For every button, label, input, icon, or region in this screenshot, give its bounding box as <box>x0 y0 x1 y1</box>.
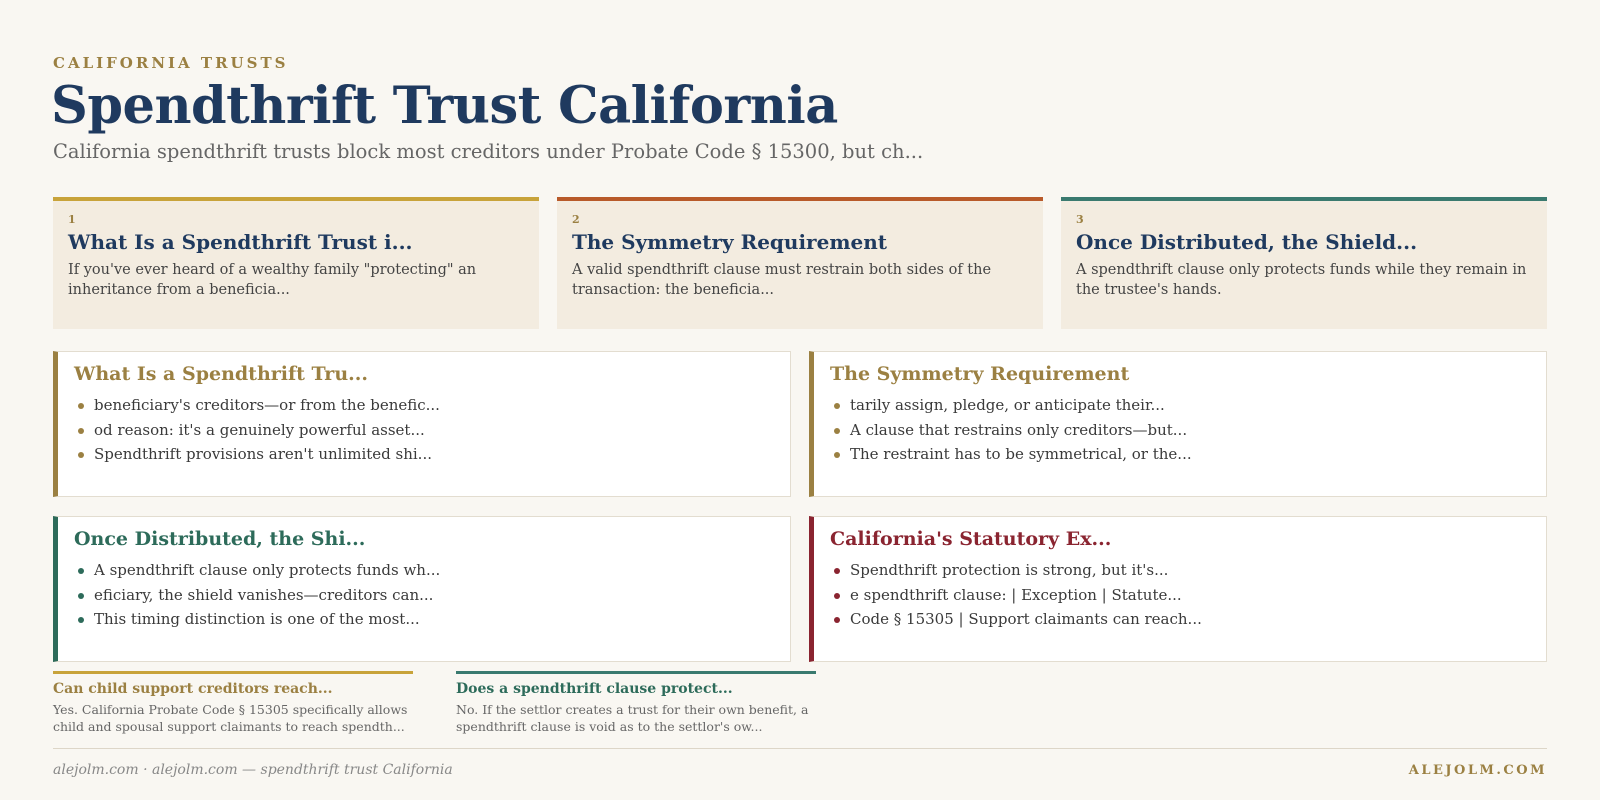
footer-brand: ALEJOLM.COM <box>1408 763 1547 778</box>
bullet-list <box>74 393 774 467</box>
detail-title: What Is a Spendthrift Tru... <box>74 363 368 385</box>
faq-item-child-support <box>53 671 413 735</box>
detail-box-symmetry <box>809 351 1547 497</box>
list-item: tarily assign, pledge, or anticipate their... <box>830 393 1530 418</box>
faq-answer: Yes. California Probate Code § 15305 specifically allows child and spousal support claimants to reach spendth... <box>53 702 408 734</box>
list-item: A clause that restrains only creditors—but... <box>830 418 1530 443</box>
step-card-1 <box>53 197 539 329</box>
faq-item-self-settled <box>456 671 816 735</box>
step-number: 1 <box>68 213 76 226</box>
footer-credit: alejolm.com · alejolm.com — spendthrift trust California <box>53 762 453 778</box>
step-number: 2 <box>572 213 580 226</box>
step-title: The Symmetry Requirement <box>572 230 887 254</box>
bullet-list <box>830 393 1530 467</box>
step-card-2 <box>557 197 1043 329</box>
detail-box-statutory-exceptions <box>809 516 1547 662</box>
step-text: If you've ever heard of a wealthy family "protecting" an inheritance from a beneficia... <box>68 262 477 298</box>
list-item: e spendthrift clause: | Exception | Statute... <box>830 583 1530 608</box>
detail-title: Once Distributed, the Shi... <box>74 528 366 550</box>
detail-title: California's Statutory Ex... <box>830 528 1112 550</box>
list-item: A spendthrift clause only protects funds wh... <box>74 558 774 583</box>
list-item: Spendthrift protection is strong, but it's... <box>830 558 1530 583</box>
step-cards <box>53 197 1547 329</box>
detail-box-spendthrift-trust <box>53 351 791 497</box>
detail-title: The Symmetry Requirement <box>830 363 1130 385</box>
detail-box-distributed <box>53 516 791 662</box>
bullet-list <box>74 558 774 632</box>
list-item: eficiary, the shield vanishes—creditors can... <box>74 583 774 608</box>
faq-question: Does a spendthrift clause protect... <box>456 681 733 697</box>
page-title: Spendthrift Trust California <box>51 76 838 136</box>
step-card-3 <box>1061 197 1547 329</box>
step-number: 3 <box>1076 213 1084 226</box>
step-title: Once Distributed, the Shield... <box>1076 230 1418 254</box>
eyebrow-label: CALIFORNIA TRUSTS <box>53 54 289 72</box>
faq-question: Can child support creditors reach... <box>53 681 333 697</box>
step-text: A valid spendthrift clause must restrain both sides of the transaction: the beneficia... <box>572 262 992 298</box>
list-item: Spendthrift provisions aren't unlimited shi... <box>74 442 774 467</box>
list-item: This timing distinction is one of the most... <box>74 607 774 632</box>
page-subtitle: California spendthrift trusts block most creditors under Probate Code § 15300, but ch... <box>53 140 924 163</box>
bullet-list <box>830 558 1530 632</box>
footer-divider <box>53 748 1547 749</box>
list-item: Code § 15305 | Support claimants can reach... <box>830 607 1530 632</box>
step-title: What Is a Spendthrift Trust i... <box>68 230 413 254</box>
list-item: od reason: it's a genuinely powerful asset... <box>74 418 774 443</box>
faq-answer: No. If the settlor creates a trust for their own benefit, a spendthrift clause is void as to the settlor's ow... <box>456 702 809 734</box>
step-text: A spendthrift clause only protects funds while they remain in the trustee's hands. <box>1076 262 1527 298</box>
list-item: The restraint has to be symmetrical, or the... <box>830 442 1530 467</box>
list-item: beneficiary's creditors—or from the benefic... <box>74 393 774 418</box>
